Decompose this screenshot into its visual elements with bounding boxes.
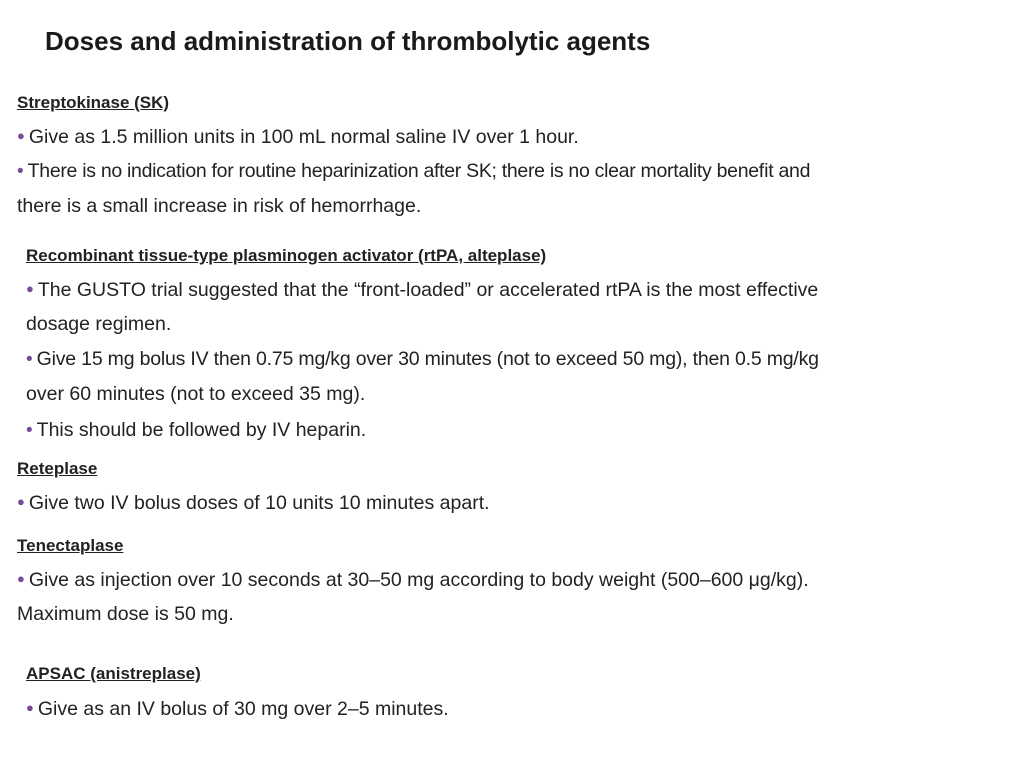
section-heading-rtpa: Recombinant tissue-type plasminogen activator (rtPA, alteplase) [26,246,547,265]
section-heading-streptokinase: Streptokinase (SK) [17,93,170,112]
list-item [26,418,366,443]
list-item-continuation: Maximum dose is 50 mg. [17,603,234,625]
list-item-text: Give 15 mg bolus IV then 0.75 mg/kg over 30 minutes (not to exceed 50 mg), then 0.5 mg/kg [36,348,819,370]
section-heading-reteplase: Reteplase [17,459,98,478]
list-item-text: There is no indication for routine heparinization after SK; there is no clear mortality beneﬁt and [27,160,811,182]
list-item-continuation: there is a small increase in risk of hemorrhage. [17,195,422,217]
bullet-icon: • [26,420,33,441]
section-heading-apsac: APSAC (anistreplase) [26,664,201,683]
bullet-icon: ● [17,128,25,143]
list-item-continuation: over 60 minutes (not to exceed 35 mg). [26,383,366,405]
list-item-text: Give as injection over 10 seconds at 30–50 mg according to body weight (500–600 μg/kg). [28,569,809,591]
list-item-text: Give as an IV bolus of 30 mg over 2–5 minutes. [37,698,449,720]
bullet-icon: ● [26,281,34,296]
bullet-icon: ● [17,494,25,509]
list-item-continuation: dosage regimen. [26,313,172,335]
list-item [17,567,809,592]
bullet-icon: • [17,161,24,182]
list-item [26,277,818,302]
list-item [17,124,579,149]
page-title: Doses and administration of thrombolytic agents [45,26,651,56]
list-item-text: This should be followed by IV heparin. [36,419,367,441]
list-item-text: Give as 1.5 million units in 100 mL normal saline IV over 1 hour. [28,126,579,148]
bullet-icon: ● [26,700,34,715]
section-heading-tenecteplase: Tenectaplase [17,536,124,555]
list-item-text: Give two IV bolus doses of 10 units 10 minutes apart. [28,492,490,514]
list-item [17,159,810,184]
bullet-icon: • [26,349,33,370]
list-item [26,347,819,372]
list-item-text: The GUSTO trial suggested that the “front-loaded” or accelerated rtPA is the most effective [37,279,819,301]
list-item [17,490,490,515]
bullet-icon: ● [17,571,25,586]
list-item [26,696,449,721]
